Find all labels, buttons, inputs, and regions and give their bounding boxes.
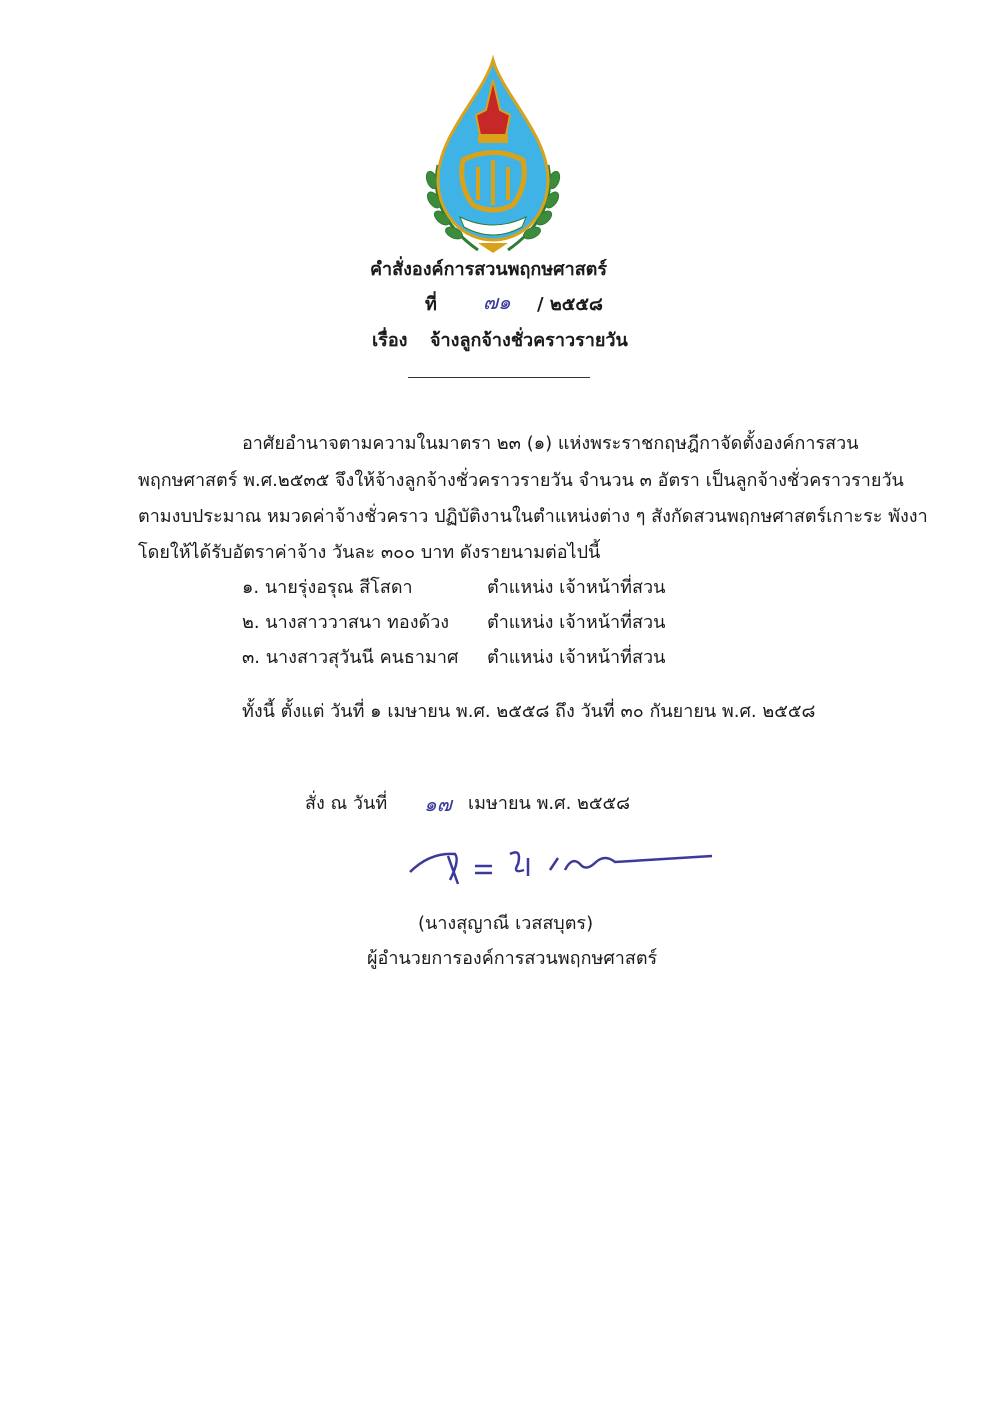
paragraph-line: โดยให้ได้รับอัตราค่าจ้าง วันละ ๓๐๐ บาท ดังรายนามต่อไปนี้ — [138, 542, 601, 563]
signature-icon — [400, 840, 720, 890]
header-divider — [408, 377, 590, 378]
paragraph-line: พฤกษศาสตร์ พ.ศ.๒๕๓๕ จึงให้จ้างลูกจ้างชั่วคราวรายวัน จำนวน ๓ อัตรา เป็นลูกจ้างชั่วคราวรายวัน — [138, 470, 904, 491]
employee-name: ๓. นางสาวสุวันนี คนธามาศ — [242, 647, 459, 668]
signer-title: ผู้อำนวยการองค์การสวนพฤกษศาสตร์ — [367, 948, 658, 969]
signer-name: (นางสุญาณี เวสสบุตร) — [418, 913, 594, 934]
order-date-label: สั่ง ณ วันที่ — [305, 793, 388, 814]
order-day-handwritten: ๑๗ — [424, 792, 452, 816]
employee-position: ตำแหน่ง เจ้าหน้าที่สวน — [487, 612, 666, 633]
employee-name: ๑. นายรุ่งอรุณ สีโสดา — [242, 577, 413, 598]
order-number-label: ที่ — [425, 294, 437, 315]
document-title: คำสั่งองค์การสวนพฤกษศาสตร์ — [370, 259, 608, 280]
order-number-handwritten: ๗๑ — [483, 290, 511, 314]
organization-logo-icon — [418, 55, 568, 255]
paragraph-line: อาศัยอำนาจตามความในมาตรา ๒๓ (๑) แห่งพระราชกฤษฎีกาจัดตั้งองค์การสวน — [242, 433, 859, 454]
subject-label: เรื่อง — [372, 330, 408, 351]
employee-position: ตำแหน่ง เจ้าหน้าที่สวน — [487, 577, 666, 598]
order-date-rest: เมษายน พ.ศ. ๒๕๕๘ — [468, 793, 631, 814]
employee-name: ๒. นางสาววาสนา ทองด้วง — [242, 612, 450, 633]
subject-text: จ้างลูกจ้างชั่วคราวรายวัน — [430, 330, 628, 351]
employment-period: ทั้งนี้ ตั้งแต่ วันที่ ๑ เมษายน พ.ศ. ๒๕๕๘ ถึง วันที่ ๓๐ กันยายน พ.ศ. ๒๕๕๘ — [242, 701, 816, 722]
paragraph-line: ตามงบประมาณ หมวดค่าจ้างชั่วคราว ปฏิบัติงานในตำแหน่งต่าง ๆ สังกัดสวนพฤกษศาสตร์เกาะระ พังงา — [138, 506, 928, 527]
employee-position: ตำแหน่ง เจ้าหน้าที่สวน — [487, 647, 666, 668]
order-number-year: / ๒๕๕๘ — [537, 294, 603, 315]
